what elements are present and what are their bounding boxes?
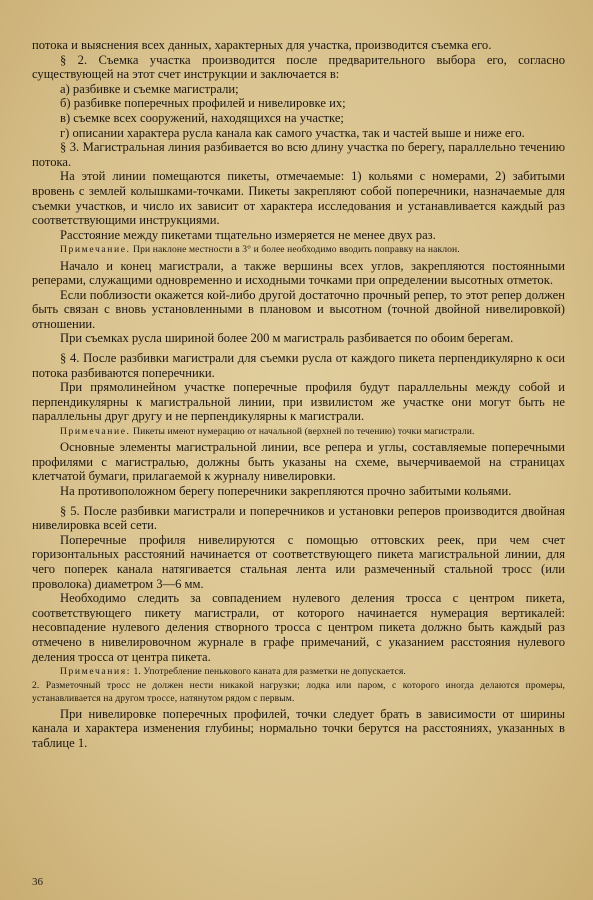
footnote-text: При наклоне местности в 3° и более необходимо вводить поправку на наклон. (130, 244, 460, 256)
body-paragraph: Если поблизости окажется кой-либо другой достаточно прочный репер, то этот репер должен быть связан с вновь установленными в плановом и высотном (точной двойной нивелировкой) отношении. (32, 287, 565, 331)
body-paragraph: На противоположном берегу поперечники закрепляются прочно забитыми кольями. (60, 484, 512, 499)
footnote (32, 244, 565, 256)
body-paragraph: Основные элементы магистральной линии, все репера и углы, составляемые поперечными профилями с магистралью, должны быть указаны на схеме, вычерчиваемой на страницах клетчатой бумаги, прилагаемой к журналу нивелировки. (32, 440, 565, 484)
body-paragraph: потока и выяснения всех данных, характерных для участка, производится съемка его. (32, 38, 492, 52)
list-item: в) съемке всех сооружений, находящихся на участке; (60, 110, 344, 125)
body-paragraph: На этой линии помещаются пикеты, отмечаемые: 1) кольями с номерами, 2) забитыми вровень с землей колышками-точками. Пикеты закрепляют собой поперечники, назначаемые для съемки участков, и число их зависит от характера исследования и устанавливается каждый раз соответствующими инструкциями. (32, 169, 565, 228)
footnote-label: Примечание. (60, 244, 131, 256)
footnote-label: Примечание. (60, 426, 131, 438)
body-paragraph: § 3. Магистральная линия разбивается во всю длину участка по берегу, параллельно течению потока. (32, 140, 565, 169)
body-paragraph: При съемках русла шириной более 200 м магистраль разбивается по обоим берегам. (60, 331, 514, 346)
footnote-text: 2. Разметочный тросс не должен нести никакой нагрузки; лодка или паром, с которого иногда делаются промеры, устанавливается на другом троссе, натянутом рядом с первым. (32, 680, 565, 704)
footnote (32, 680, 565, 704)
body-paragraph: При нивелировке поперечных профилей, точки следует брать в зависимости от ширины канала и характера изменения глубины; нормально точки берутся на расстояниях, указанных в таблице 1. (32, 706, 565, 750)
body-paragraph: § 4. После разбивки магистрали для съемки русла от каждого пикета перпендикулярно к оси потока разбиваются поперечники. (32, 351, 565, 380)
list-item: б) разбивке поперечных профилей и нивелировке их; (60, 96, 346, 111)
body-paragraph: § 2. Съемка участка производится после предварительного выбора его, согласно существующей на этот счет инструкции и заключается в: (32, 52, 565, 82)
body-paragraph: г) описании характера русла канала как самого участка, так и частей выше и ниже его. (60, 125, 525, 140)
body-paragraph: Расстояние между пикетами тщательно измеряется не менее двух раз. (60, 227, 436, 242)
footnote (32, 666, 565, 678)
page-content (32, 38, 565, 751)
footnote-text: 1. Употребление пенькового каната для разметки не допускается. (130, 666, 406, 678)
footnote-label: Примечания: (60, 666, 131, 678)
body-paragraph: При прямолинейном участке поперечные профиля будут параллельны между собой и перпендикулярны к магистральной линии, при извилистом же участке они могут быть не параллельны друг другу и не перпендикулярны к магистрали. (32, 380, 565, 424)
page-number: 36 (32, 876, 43, 888)
body-paragraph: Начало и конец магистрали, а также вершины всех углов, закрепляются постоянными реперами, служащими одновременно и исходными точками при определении высотных отметок. (32, 258, 565, 288)
body-paragraph: § 5. После разбивки магистрали и поперечников и установки реперов производится двойная нивелировка всей сети. (32, 503, 565, 533)
body-paragraph: Поперечные профиля нивелируются с помощью оттовских реек, при чем счет горизонтальных расстояний начинается от соответствующего пикета магистральной линии, для чего поперек канала натягивается стальная лента или размеченный стальной тросс (или проволока) диаметром 3—6 мм. (32, 532, 565, 591)
footnote-text: Пикеты имеют нумерацию от начальной (верхней по течению) точки магистрали. (130, 426, 475, 438)
footnote (32, 426, 565, 438)
list-item: а) разбивке и съемке магистрали; (60, 81, 239, 96)
body-paragraph: Необходимо следить за совпадением нулевого деления тросса с центром пикета, соответствующего пикету магистрали, от которого начинается нумерация вертикалей: несовпадение нулевого деления створного тросса с центром пикета должно быть каждый раз отмечено в нивелировочном журнале в графе примечаний, с указанием расстояния нулевого деления тросса от центра пикета. (32, 591, 565, 664)
